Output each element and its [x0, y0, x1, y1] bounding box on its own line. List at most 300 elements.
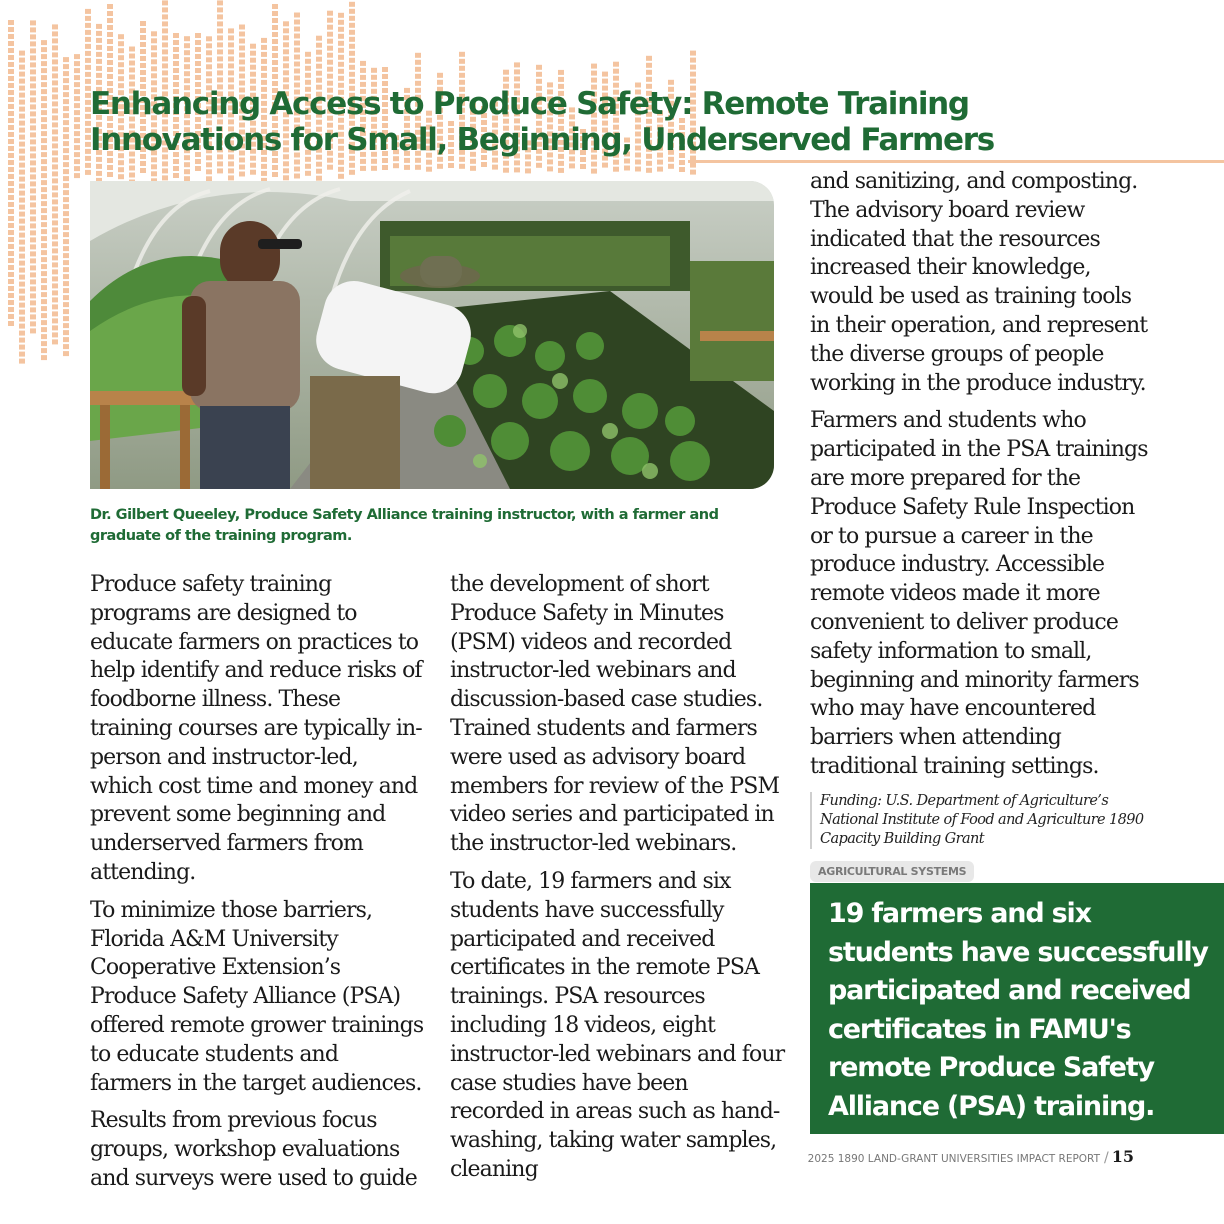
- bar-segment: [349, 51, 355, 56]
- bar-segment: [382, 158, 388, 163]
- bar-segment: [19, 107, 25, 112]
- bar-segment: [239, 74, 245, 79]
- bar-segment: [8, 286, 14, 291]
- bar-segment: [74, 75, 80, 80]
- bar-segment: [349, 79, 355, 84]
- bar-segment: [294, 20, 300, 25]
- bar-segment: [217, 28, 223, 33]
- bar-segment: [415, 67, 421, 72]
- bar-segment: [30, 258, 36, 263]
- bar-segment: [30, 41, 36, 46]
- bar-segment: [349, 2, 355, 7]
- bar-segment: [151, 45, 157, 50]
- bar-segment: [162, 14, 168, 19]
- bar-segment: [63, 260, 69, 265]
- bar-segment: [415, 165, 421, 170]
- bar-segment: [481, 162, 487, 167]
- bar-segment: [272, 18, 278, 23]
- bar-segment: [195, 75, 201, 80]
- bar-segment: [52, 178, 58, 183]
- bar-segment: [74, 82, 80, 87]
- bar-segment: [63, 106, 69, 111]
- bar-segment: [63, 274, 69, 279]
- bar-segment: [19, 156, 25, 161]
- bar-segment: [690, 170, 696, 175]
- bar-segment: [173, 159, 179, 164]
- bar-segment: [30, 132, 36, 137]
- bar-segment: [679, 160, 685, 165]
- bar-segment: [30, 97, 36, 102]
- bar-segment: [8, 111, 14, 116]
- bar-segment: [8, 223, 14, 228]
- bar-segment: [382, 74, 388, 79]
- bar-segment: [250, 163, 256, 168]
- bar-segment: [74, 159, 80, 164]
- bar-segment: [19, 345, 25, 350]
- bar-segment: [30, 230, 36, 235]
- bar-segment: [30, 20, 36, 25]
- bar-segment: [338, 20, 344, 25]
- bar-segment: [30, 125, 36, 130]
- bar-segment: [261, 52, 267, 57]
- bar-segment: [492, 165, 498, 170]
- bar-segment: [41, 208, 47, 213]
- bar-segment: [613, 160, 619, 165]
- bar-segment: [679, 167, 685, 172]
- bar-segment: [8, 244, 14, 249]
- bar-segment: [30, 279, 36, 284]
- bar-segment: [41, 89, 47, 94]
- bar-segment: [338, 55, 344, 60]
- bar-segment: [52, 185, 58, 190]
- bar-segment: [437, 164, 443, 169]
- bar-segment: [349, 65, 355, 70]
- bar-segment: [41, 117, 47, 122]
- bar-segment: [448, 163, 454, 168]
- bar-segment: [305, 80, 311, 85]
- bar-segment: [63, 162, 69, 167]
- bar-segment: [63, 169, 69, 174]
- bar-segment: [173, 54, 179, 59]
- bar-segment: [459, 164, 465, 169]
- bar-segment: [338, 34, 344, 39]
- bar-segment: [415, 74, 421, 79]
- bar-segment: [173, 33, 179, 38]
- bar-segment: [63, 99, 69, 104]
- bar-segment: [272, 39, 278, 44]
- bar-segment: [8, 167, 14, 172]
- bar-segment: [41, 355, 47, 360]
- bar-segment: [52, 227, 58, 232]
- bar-segment: [30, 237, 36, 242]
- bar-segment: [305, 66, 311, 71]
- bar-segment: [74, 124, 80, 129]
- bar-segment: [19, 58, 25, 63]
- bar-segment: [294, 41, 300, 46]
- bar-segment: [162, 21, 168, 26]
- bar-segment: [30, 27, 36, 32]
- bar-segment: [305, 73, 311, 78]
- bar-segment: [558, 161, 564, 166]
- bar-segment: [41, 236, 47, 241]
- bar-segment: [41, 257, 47, 262]
- bar-segment: [19, 177, 25, 182]
- bar-segment: [8, 209, 14, 214]
- bar-segment: [85, 23, 91, 28]
- bar-segment: [30, 307, 36, 312]
- bar-segment: [327, 25, 333, 30]
- bar-segment: [118, 160, 124, 165]
- bar-segment: [8, 230, 14, 235]
- bar-segment: [514, 62, 520, 67]
- bar-segment: [261, 66, 267, 71]
- bar-segment: [118, 34, 124, 39]
- bar-segment: [283, 63, 289, 68]
- bar-segment: [52, 94, 58, 99]
- bar-segment: [19, 331, 25, 336]
- bar-segment: [41, 131, 47, 136]
- bar-segment: [404, 158, 410, 163]
- bar-segment: [52, 38, 58, 43]
- bar-segment: [294, 48, 300, 53]
- bar-segment: [8, 20, 14, 25]
- bar-segment: [8, 160, 14, 165]
- bar-segment: [41, 320, 47, 325]
- bar-segment: [206, 36, 212, 41]
- bar-segment: [63, 127, 69, 132]
- bar-segment: [63, 337, 69, 342]
- body-paragraph: the development of short Produce Safety in Minutes (PSM) videos and recorded instructor-led webinars and discussion-based case studies. Trained students and farmers were used as advisory board members for review of the PSM video series and participated in the instructor-led webinars.: [450, 572, 780, 857]
- bar-segment: [74, 54, 80, 59]
- body-column-1: [90, 571, 425, 1203]
- bar-segment: [30, 174, 36, 179]
- bar-segment: [63, 176, 69, 181]
- bar-segment: [52, 108, 58, 113]
- bar-segment: [305, 59, 311, 64]
- bar-segment: [261, 45, 267, 50]
- bar-segment: [30, 118, 36, 123]
- bar-segment: [151, 38, 157, 43]
- bar-segment: [8, 174, 14, 179]
- bar-segment: [503, 77, 509, 82]
- bar-segment: [41, 47, 47, 52]
- bar-segment: [338, 174, 344, 179]
- bar-segment: [63, 288, 69, 293]
- bar-segment: [41, 110, 47, 115]
- bar-segment: [30, 181, 36, 186]
- bar-segment: [41, 68, 47, 73]
- bar-segment: [52, 129, 58, 134]
- bar-segment: [184, 78, 190, 83]
- bar-segment: [338, 48, 344, 53]
- bar-segment: [151, 73, 157, 78]
- bar-segment: [30, 244, 36, 249]
- bar-segment: [228, 161, 234, 166]
- bar-segment: [239, 158, 245, 163]
- bar-segment: [646, 77, 652, 82]
- bar-segment: [63, 295, 69, 300]
- bar-segment: [690, 65, 696, 70]
- body-paragraph: Produce safety training programs are designed to educate farmers on practices to help identify and reduce risks of foodborne illness. These training courses are typically in-person and instructor-led, which cost time and money and prevent some beginning and underserved farmers from attending.: [90, 572, 422, 885]
- bar-segment: [195, 54, 201, 59]
- bar-segment: [52, 164, 58, 169]
- bar-segment: [184, 64, 190, 69]
- bar-segment: [272, 74, 278, 79]
- bar-segment: [184, 71, 190, 76]
- bar-segment: [19, 303, 25, 308]
- bar-segment: [63, 141, 69, 146]
- bar-segment: [74, 145, 80, 150]
- bar-segment: [327, 60, 333, 65]
- bar-segment: [360, 159, 366, 164]
- bar-segment: [41, 285, 47, 290]
- bar-segment: [8, 83, 14, 88]
- bar-segment: [228, 70, 234, 75]
- bar-segment: [239, 67, 245, 72]
- bar-segment: [294, 62, 300, 67]
- bar-segment: [96, 66, 102, 71]
- bar-segment: [96, 24, 102, 29]
- bar-segment: [52, 192, 58, 197]
- bar-segment: [41, 187, 47, 192]
- header-rule: [688, 160, 1224, 163]
- bar-segment: [52, 73, 58, 78]
- bar-segment: [668, 164, 674, 169]
- bar-segment: [41, 243, 47, 248]
- bar-segment: [63, 246, 69, 251]
- bar-segment: [52, 59, 58, 64]
- bar-segment: [382, 67, 388, 72]
- bar-segment: [118, 167, 124, 172]
- bar-segment: [19, 170, 25, 175]
- bar-segment: [437, 80, 443, 85]
- bar-segment: [41, 215, 47, 220]
- bar-segment: [41, 61, 47, 66]
- bar-segment: [140, 56, 146, 61]
- bar-segment: [19, 149, 25, 154]
- bar-segment: [690, 51, 696, 56]
- bar-segment: [63, 85, 69, 90]
- bar-segment: [41, 173, 47, 178]
- bar-segment: [151, 59, 157, 64]
- pull-quote-callout: 19 farmers and six students have successfully participated and received certificates in FAMU's remote Produce Safety Alliance (PSA) training.: [810, 883, 1224, 1134]
- bar-segment: [8, 216, 14, 221]
- bar-segment: [151, 171, 157, 176]
- bar-segment: [239, 25, 245, 30]
- bar-segment: [162, 63, 168, 68]
- bar-segment: [690, 163, 696, 168]
- bar-segment: [338, 167, 344, 172]
- bar-segment: [613, 62, 619, 67]
- bar-segment: [52, 318, 58, 323]
- bar-segment: [338, 13, 344, 18]
- bar-segment: [173, 47, 179, 52]
- bar-segment: [41, 222, 47, 227]
- bar-segment: [19, 205, 25, 210]
- bar-segment: [580, 164, 586, 169]
- bar-segment: [30, 300, 36, 305]
- bar-segment: [294, 13, 300, 18]
- bar-segment: [239, 32, 245, 37]
- bar-segment: [19, 163, 25, 168]
- bar-segment: [459, 80, 465, 85]
- bar-segment: [8, 62, 14, 67]
- bar-segment: [283, 21, 289, 26]
- bar-segment: [8, 307, 14, 312]
- bar-segment: [63, 190, 69, 195]
- bar-segment: [8, 265, 14, 270]
- bar-segment: [30, 265, 36, 270]
- bar-segment: [30, 76, 36, 81]
- bar-segment: [415, 53, 421, 58]
- bar-segment: [294, 160, 300, 165]
- bar-segment: [74, 61, 80, 66]
- bar-segment: [30, 139, 36, 144]
- bar-segment: [283, 42, 289, 47]
- bar-segment: [63, 155, 69, 160]
- bar-segment: [52, 339, 58, 344]
- bar-segment: [206, 57, 212, 62]
- bar-segment: [107, 11, 113, 16]
- bar-segment: [19, 289, 25, 294]
- bar-segment: [316, 36, 322, 41]
- bar-segment: [63, 267, 69, 272]
- bar-segment: [327, 165, 333, 170]
- body-paragraph: To date, 19 farmers and six students have successfully participated and received certificates in the remote PSA trainings. PSA resources including 18 videos, eight instructor-led webinars and four case studies have been recorded in areas such as hand-washing, taking water samples, cleaning: [450, 868, 785, 1182]
- bar-segment: [85, 37, 91, 42]
- bar-segment: [514, 167, 520, 172]
- bar-segment: [19, 65, 25, 70]
- bar-segment: [283, 175, 289, 180]
- bar-segment: [85, 51, 91, 56]
- bar-segment: [19, 72, 25, 77]
- bar-segment: [8, 90, 14, 95]
- bar-segment: [470, 166, 476, 171]
- bar-segment: [646, 168, 652, 173]
- bar-segment: [272, 60, 278, 65]
- bar-segment: [173, 166, 179, 171]
- bar-segment: [52, 52, 58, 57]
- bar-segment: [30, 223, 36, 228]
- bar-segment: [19, 114, 25, 119]
- bar-segment: [327, 11, 333, 16]
- bar-segment: [85, 9, 91, 14]
- bar-segment: [129, 68, 135, 73]
- bar-segment: [635, 160, 641, 165]
- bar-segment: [602, 163, 608, 168]
- bar-segment: [74, 173, 80, 178]
- bar-segment: [85, 65, 91, 70]
- bar-segment: [30, 34, 36, 39]
- bar-segment: [162, 70, 168, 75]
- greenhouse-photo: [90, 181, 774, 489]
- bar-segment: [8, 153, 14, 158]
- page-number: 15: [1111, 1147, 1134, 1166]
- bar-segment: [19, 282, 25, 287]
- bar-segment: [206, 169, 212, 174]
- bar-segment: [19, 338, 25, 343]
- bar-segment: [52, 143, 58, 148]
- bar-segment: [162, 77, 168, 82]
- bar-segment: [52, 290, 58, 295]
- bar-segment: [250, 44, 256, 49]
- bar-segment: [151, 66, 157, 71]
- bar-segment: [96, 52, 102, 57]
- bar-segment: [206, 43, 212, 48]
- bar-segment: [41, 271, 47, 276]
- bar-segment: [316, 57, 322, 62]
- bar-segment: [195, 40, 201, 45]
- bar-segment: [30, 286, 36, 291]
- bar-segment: [349, 44, 355, 49]
- bar-segment: [151, 80, 157, 85]
- bar-segment: [162, 28, 168, 33]
- bar-segment: [107, 158, 113, 163]
- bar-segment: [316, 71, 322, 76]
- bar-segment: [250, 170, 256, 175]
- bar-segment: [96, 164, 102, 169]
- bar-segment: [283, 28, 289, 33]
- bar-segment: [63, 232, 69, 237]
- bar-segment: [63, 302, 69, 307]
- bar-segment: [371, 159, 377, 164]
- bar-segment: [118, 41, 124, 46]
- bar-segment: [41, 264, 47, 269]
- bar-segment: [206, 71, 212, 76]
- bar-segment: [107, 165, 113, 170]
- bar-segment: [294, 167, 300, 172]
- bar-segment: [85, 16, 91, 21]
- bar-segment: [63, 183, 69, 188]
- bar-segment: [129, 173, 135, 178]
- bar-segment: [140, 42, 146, 47]
- bar-segment: [327, 81, 333, 86]
- bar-segment: [459, 66, 465, 71]
- bar-segment: [327, 18, 333, 23]
- bar-segment: [41, 75, 47, 80]
- bar-segment: [52, 283, 58, 288]
- bar-segment: [30, 160, 36, 165]
- bar-segment: [63, 64, 69, 69]
- bar-segment: [261, 164, 267, 169]
- bar-segment: [294, 34, 300, 39]
- bar-segment: [52, 66, 58, 71]
- bar-segment: [107, 39, 113, 44]
- bar-segment: [118, 48, 124, 53]
- bar-segment: [41, 278, 47, 283]
- bar-segment: [41, 145, 47, 150]
- bar-segment: [316, 64, 322, 69]
- bar-segment: [41, 306, 47, 311]
- bar-segment: [327, 39, 333, 44]
- bar-segment: [19, 219, 25, 224]
- bar-segment: [294, 69, 300, 74]
- bar-segment: [19, 79, 25, 84]
- bar-segment: [8, 55, 14, 60]
- bar-segment: [140, 49, 146, 54]
- bar-segment: [140, 161, 146, 166]
- bar-segment: [118, 76, 124, 81]
- bar-segment: [85, 58, 91, 63]
- bar-segment: [272, 4, 278, 9]
- bar-segment: [657, 160, 663, 165]
- bar-segment: [195, 47, 201, 52]
- bar-segment: [140, 70, 146, 75]
- bar-segment: [19, 86, 25, 91]
- bar-segment: [217, 70, 223, 75]
- bar-segment: [52, 122, 58, 127]
- bar-segment: [19, 226, 25, 231]
